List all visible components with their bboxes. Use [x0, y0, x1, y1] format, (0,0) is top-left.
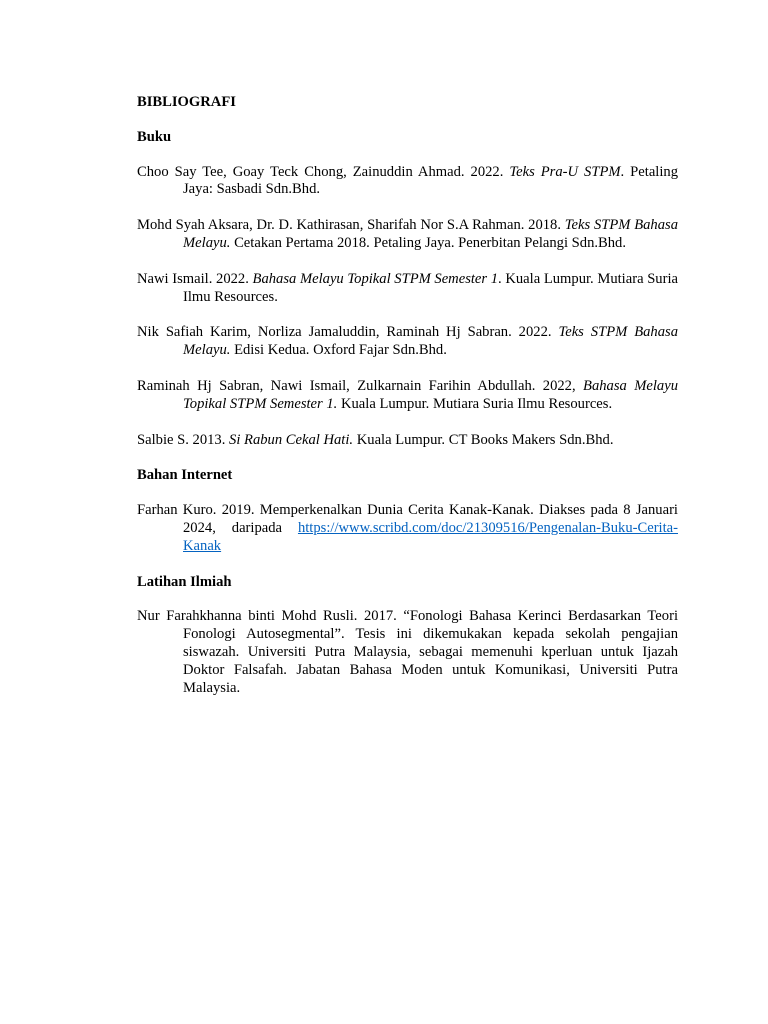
- bibliography-entry: [137, 378, 678, 414]
- bibliography-entry: [137, 164, 678, 200]
- bibliography-entry: Nur Farahkhanna binti Mohd Rusli. 2017. “Fonologi Bahasa Kerinci Berdasarkan Teori Fonologi Autosegmental”. Tesis ini dikemukakan kepada sekolah pengajian siswazah. Universiti Putra Malaysia, sebagai memenuhi kperluan untuk Ijazah Doktor Falsafah. Jabatan Bahasa Moden untuk Komunikasi, Universiti Putra Malaysia.: [137, 608, 678, 696]
- bibliography-entry: [137, 271, 678, 307]
- entry-text: . Petaling Jaya: Sasbadi Sdn.Bhd.: [183, 163, 678, 198]
- bibliography-entry: [137, 502, 678, 555]
- entry-text: Salbie S. 2013.: [137, 431, 230, 448]
- section-heading-bahan-internet: Bahan Internet: [137, 467, 233, 484]
- entry-text: Edisi Kedua. Oxford Fajar Sdn.Bhd.: [230, 342, 447, 359]
- entry-text: . Kuala Lumpur. Mutiara Suria Ilmu Resources.: [183, 270, 679, 305]
- page-title: BIBLIOGRAFI: [137, 94, 236, 110]
- entry-title: Teks Pra-U STPM: [509, 163, 621, 180]
- entry-text: Raminah Hj Sabran, Nawi Ismail, Zulkarnain Farihin Abdullah. 2022,: [137, 377, 584, 394]
- entry-text: Nik Safiah Karim, Norliza Jamaluddin, Raminah Hj Sabran. 2022.: [137, 324, 559, 341]
- entry-text: Farhan Kuro. 2019. Memperkenalkan Dunia Cerita Kanak-Kanak. Diakses pada 8 Januari 2024, daripada: [137, 502, 678, 536]
- entry-title: Si Rabun Cekal Hati.: [229, 431, 354, 448]
- bibliography-page: [137, 94, 678, 715]
- entry-text: Nawi Ismail. 2022.: [137, 270, 253, 287]
- bibliography-entry: [137, 324, 678, 360]
- entry-text: Cetakan Pertama 2018. Petaling Jaya. Penerbitan Pelangi Sdn.Bhd.: [230, 234, 626, 251]
- bibliography-entry: [137, 432, 678, 450]
- entry-text: Kuala Lumpur. CT Books Makers Sdn.Bhd.: [353, 431, 614, 448]
- entry-text: Kuala Lumpur. Mutiara Suria Ilmu Resources.: [337, 395, 613, 412]
- entry-text: Mohd Syah Aksara, Dr. D. Kathirasan, Sharifah Nor S.A Rahman. 2018.: [137, 217, 565, 234]
- entry-text: Choo Say Tee, Goay Teck Chong, Zainuddin Ahmad. 2022.: [137, 163, 510, 180]
- entry-title: Bahasa Melayu Topikal STPM Semester 1: [252, 270, 499, 287]
- entry-title: Teks STPM Bahasa Melayu.: [183, 217, 678, 251]
- section-heading-buku: Buku: [137, 128, 172, 145]
- entry-title: Bahasa Melayu Topikal STPM Semester 1.: [183, 377, 678, 412]
- entry-title: Teks STPM Bahasa Melayu.: [183, 324, 678, 359]
- reference-link[interactable]: https://www.scribd.com/doc/21309516/Pengenalan-Buku-Cerita-Kanak: [183, 519, 678, 554]
- bibliography-entry: [137, 217, 678, 253]
- section-heading-latihan-ilmiah: Latihan Ilmiah: [137, 573, 232, 590]
